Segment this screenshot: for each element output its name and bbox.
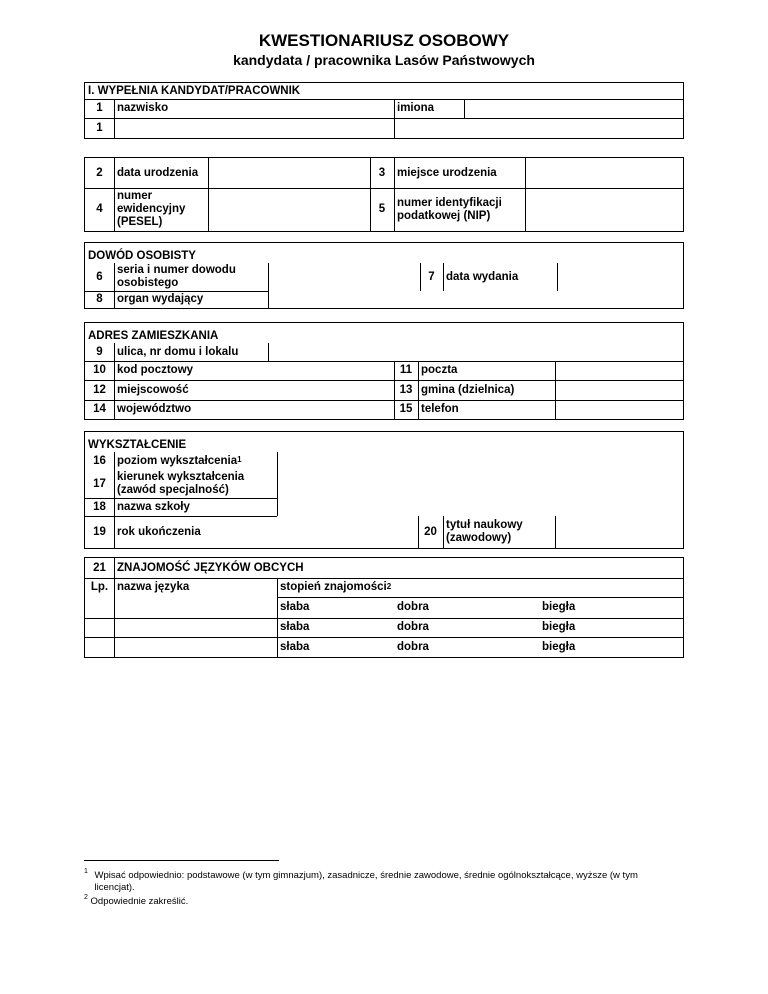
row-number: 17	[93, 477, 106, 490]
birth-place-field[interactable]	[526, 158, 683, 188]
proficiency-option-fluent[interactable]: biegła	[542, 640, 576, 653]
row-number: 10	[93, 364, 106, 376]
graduation-year-label: rok ukończenia	[117, 525, 201, 538]
section-birth-box	[84, 157, 684, 232]
language-name-field[interactable]	[115, 619, 277, 637]
surname-label: nazwisko	[117, 102, 169, 114]
education-heading: WYKSZTAŁCENIE	[88, 438, 187, 451]
issuer-field[interactable]	[269, 291, 683, 308]
proficiency-header: stopień znajomości $^2$	[280, 581, 392, 593]
given-names-value-field[interactable]	[395, 118, 683, 139]
row-number: 3	[378, 166, 386, 179]
row-number: 14	[93, 403, 106, 415]
education-level-label: poziom wykształcenia $^1$	[117, 454, 242, 467]
postcode-label: kod pocztowy	[117, 364, 194, 376]
language-name-header: nazwa języka	[117, 581, 190, 593]
academic-title-field[interactable]	[556, 516, 683, 548]
row-number: 5	[378, 203, 386, 215]
row-number: 18	[93, 500, 106, 513]
row-number: 13	[399, 383, 413, 396]
footnote-text: Odpowiednie zakreślić.	[90, 896, 189, 907]
document-subtitle: kandydata / pracownika Lasów Państwowych	[233, 52, 535, 68]
proficiency-option-weak[interactable]: słaba	[280, 621, 310, 633]
surname-field[interactable]	[115, 118, 394, 139]
row-number: 1	[96, 122, 103, 134]
footnote-separator	[84, 860, 279, 861]
street-field[interactable]	[269, 343, 683, 361]
lp-header: Lp.	[90, 581, 109, 593]
section-languages-box	[84, 557, 684, 658]
section-id-card-box	[84, 242, 684, 309]
street-label: ulica, nr domu i lokalu	[117, 345, 239, 358]
graduation-year-field[interactable]	[245, 516, 418, 548]
section-address-box	[84, 322, 684, 420]
commune-label: gmina (dzielnica)	[421, 383, 515, 396]
province-label: województwo	[117, 403, 192, 415]
proficiency-option-fluent[interactable]: biegła	[542, 601, 576, 613]
academic-title-label: tytuł naukowy (zawodowy)	[446, 519, 523, 544]
given-names-label: imiona	[397, 102, 435, 114]
nip-label: numer identyfikacji podatkowej (NIP)	[397, 196, 502, 222]
education-field-field[interactable]	[278, 470, 683, 498]
proficiency-option-weak[interactable]: słaba	[280, 601, 310, 613]
row-number: 21	[93, 561, 106, 574]
footnote-mark: 2	[84, 893, 88, 901]
section-personal-box	[84, 82, 684, 139]
section-education-box	[84, 431, 684, 549]
post-field[interactable]	[556, 361, 683, 380]
proficiency-option-good[interactable]: dobra	[397, 601, 429, 613]
birth-place-label: miejsce urodzenia	[397, 166, 497, 179]
row-number: 4	[96, 203, 103, 215]
row-number: 12	[93, 383, 106, 396]
phone-label: telefon	[421, 403, 459, 415]
commune-field[interactable]	[556, 380, 683, 400]
post-label: poczta	[421, 364, 458, 376]
town-label: miejscowość	[117, 383, 189, 396]
language-name-field[interactable]	[115, 638, 277, 657]
phone-field[interactable]	[556, 400, 683, 419]
id-series-label: seria i numer dowodu osobistego	[117, 264, 236, 289]
section-personal-heading: I. WYPEŁNIA KANDYDAT/PRACOWNIK	[88, 84, 301, 97]
school-name-label: nazwa szkoły	[117, 500, 190, 513]
town-field[interactable]	[235, 380, 394, 400]
language-name-field[interactable]	[115, 579, 277, 618]
address-heading: ADRES ZAMIESZKANIA	[88, 329, 219, 342]
proficiency-option-fluent[interactable]: biegła	[542, 621, 576, 633]
postcode-field[interactable]	[235, 361, 394, 380]
footnote-mark: 1	[84, 867, 88, 875]
row-number: 6	[96, 270, 103, 283]
row-number: 9	[96, 345, 103, 358]
education-field-label: kierunek wykształcenia (zawód specjalność)	[117, 471, 245, 496]
education-level-field[interactable]	[278, 452, 683, 470]
row-number: 1	[96, 102, 103, 114]
document-title: KWESTIONARIUSZ OSOBOWY	[258, 31, 510, 50]
birth-date-field[interactable]	[209, 158, 370, 188]
proficiency-header-text: stopień znajomości	[280, 581, 387, 593]
school-name-field[interactable]	[278, 498, 683, 516]
row-number: 16	[93, 454, 106, 467]
row-number: 11	[399, 364, 413, 376]
row-number: 15	[399, 403, 413, 415]
row-number: 19	[93, 525, 106, 538]
footnote-text: Wpisać odpowiednio: podstawowe (w tym gimnazjum), zasadnicze, średnie zawodowe, średnie ogólnokształcące, wyższe (w tym licencjat).	[94, 870, 638, 893]
id-card-heading: DOWÓD OSOBISTY	[88, 249, 196, 262]
proficiency-option-good[interactable]: dobra	[397, 621, 429, 633]
footnote-2	[84, 893, 189, 908]
row-number: 20	[424, 525, 437, 538]
issuer-label: organ wydający	[117, 293, 204, 305]
issue-date-field[interactable]	[558, 263, 683, 291]
proficiency-option-good[interactable]: dobra	[397, 640, 429, 653]
row-number: 8	[96, 293, 103, 305]
education-level-text: poziom wykształcenia	[117, 454, 238, 467]
id-series-field[interactable]	[269, 263, 420, 291]
pesel-field[interactable]	[209, 188, 370, 231]
languages-heading: ZNAJOMOŚĆ JĘZYKÓW OBCYCH	[117, 561, 304, 574]
issue-date-label: data wydania	[446, 270, 519, 283]
row-number: 7	[428, 270, 435, 283]
province-field[interactable]	[235, 400, 394, 419]
proficiency-option-weak[interactable]: słaba	[280, 640, 310, 653]
nip-field[interactable]	[526, 188, 683, 231]
given-names-field[interactable]	[465, 99, 683, 118]
row-number: 2	[96, 166, 103, 179]
birth-date-label: data urodzenia	[117, 166, 199, 179]
pesel-label: numer ewidencyjny (PESEL)	[117, 190, 186, 228]
footnote-1	[84, 867, 684, 894]
